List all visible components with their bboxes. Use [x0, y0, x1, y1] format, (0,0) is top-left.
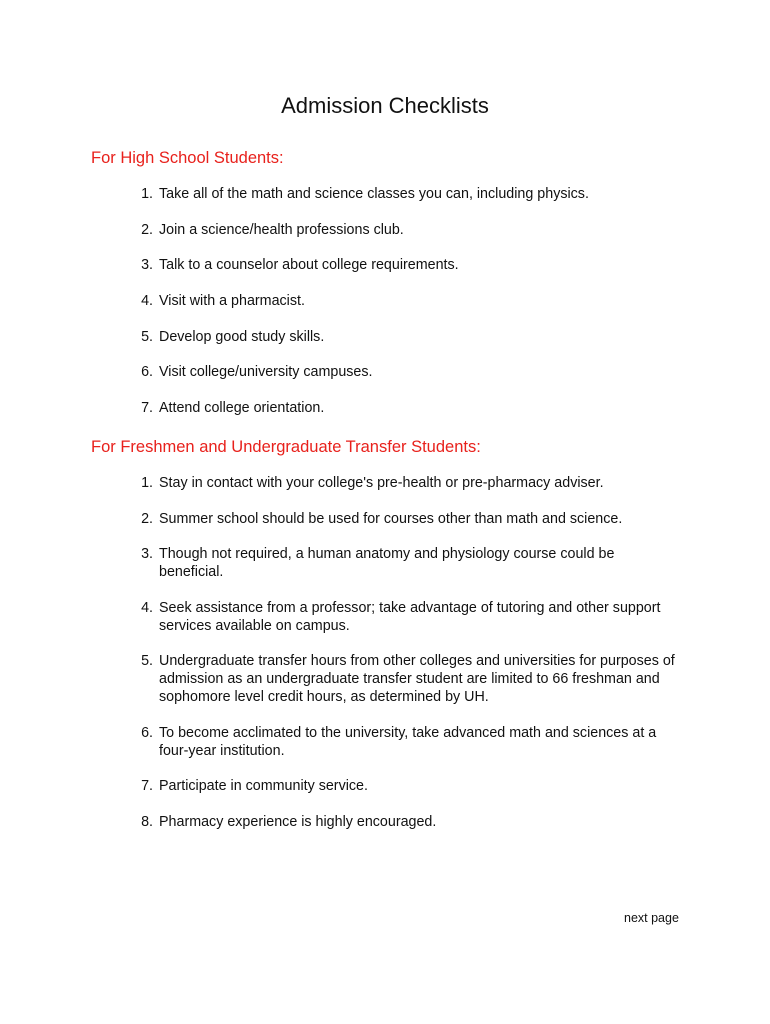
next-page-link[interactable]: next page	[624, 911, 679, 925]
freshmen-transfer-checklist	[0, 474, 679, 848]
list-item	[0, 256, 679, 274]
item-number: 7.	[141, 400, 153, 417]
item-number: 5.	[141, 328, 153, 345]
item-number: 4.	[141, 599, 153, 616]
item-number: 7.	[141, 778, 153, 794]
item-text: Seek assistance from a professor; take advantage of tutoring and other support services available on campus.	[159, 599, 661, 634]
item-number: 2.	[141, 221, 153, 238]
item-text: Pharmacy experience is highly encouraged.	[159, 813, 437, 830]
list-item	[0, 724, 679, 760]
item-text: Take all of the math and science classes you can, including physics.	[159, 186, 589, 202]
item-text: Visit with a pharmacist.	[159, 293, 305, 310]
section-heading-freshmen-transfer: For Freshmen and Undergraduate Transfer Students:	[91, 438, 481, 456]
item-text: Participate in community service.	[159, 778, 368, 794]
list-item	[0, 545, 679, 581]
item-number: 2.	[141, 510, 153, 527]
list-item	[0, 813, 679, 831]
item-text: Undergraduate transfer hours from other colleges and universities for purposes of admission as an undergraduate transfer student are limited to 66 freshman and sophomore level credit hours, as determined by UH.	[159, 653, 675, 705]
item-text: Join a science/health professions club.	[159, 221, 404, 238]
list-item	[0, 292, 679, 310]
item-number: 3.	[141, 257, 153, 274]
page-title: Admission Checklists	[281, 93, 489, 118]
list-item	[0, 221, 679, 239]
item-text: Visit college/university campuses.	[159, 364, 373, 381]
item-text: Summer school should be used for courses other than math and science.	[159, 510, 623, 527]
item-text: Attend college orientation.	[159, 400, 325, 417]
list-item	[0, 777, 679, 795]
item-text: Though not required, a human anatomy and physiology course could be beneficial.	[159, 546, 615, 580]
item-number: 5.	[141, 653, 153, 669]
section-heading-high-school: For High School Students:	[91, 149, 284, 167]
list-item	[0, 363, 679, 381]
item-number: 1.	[141, 475, 153, 491]
list-item	[0, 510, 679, 528]
high-school-checklist	[0, 185, 679, 435]
list-item	[0, 328, 679, 346]
list-item	[0, 185, 679, 203]
item-text: Develop good study skills.	[159, 328, 325, 345]
item-number: 1.	[141, 186, 153, 202]
list-item	[0, 474, 679, 492]
item-text: Talk to a counselor about college requirements.	[159, 257, 459, 274]
list-item	[0, 399, 679, 417]
item-number: 6.	[141, 364, 153, 381]
item-number: 4.	[141, 293, 153, 310]
item-number: 8.	[141, 813, 153, 830]
item-text: To become acclimated to the university, take advanced math and sciences at a four-year institution.	[159, 724, 657, 759]
item-text: Stay in contact with your college's pre-health or pre-pharmacy adviser.	[159, 475, 604, 491]
item-number: 3.	[141, 546, 153, 562]
list-item	[0, 652, 679, 706]
item-number: 6.	[141, 724, 153, 741]
list-item	[0, 599, 679, 635]
